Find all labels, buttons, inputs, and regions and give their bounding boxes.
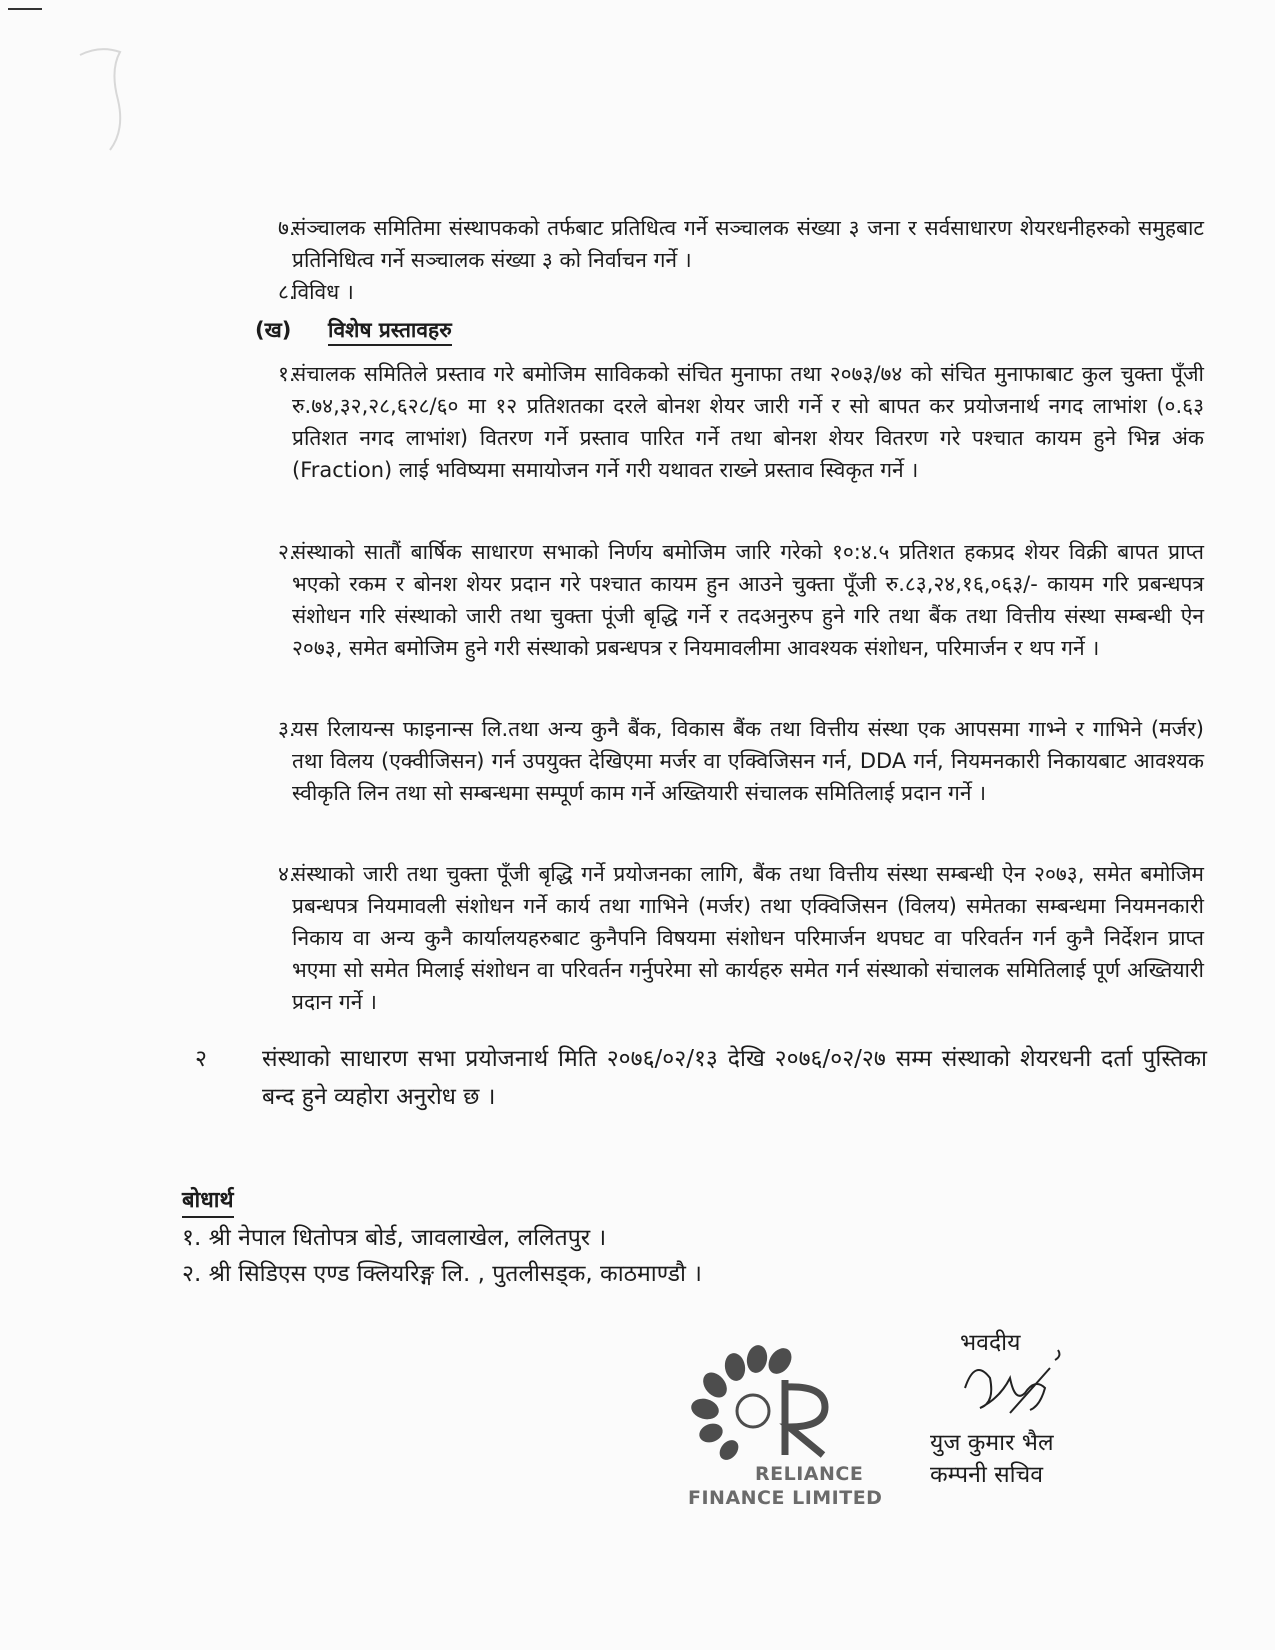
main-item-2-text: संस्थाको साधारण सभा प्रयोजनार्थ मिति २०७६/०२/१३ देखि २०७६/०२/२७ सम्म संस्थाको शेयरधनी दर्ता पुस्तिका बन्द हुने व्यहोरा अनुरोध छ । [262, 1046, 1207, 1110]
special-item-2-text: संस्थाको सातौं बार्षिक साधारण सभाको निर्णय बमोजिम जारि गरेको १०:४.५ प्रतिशत हकप्रद शेयर विक्री बापत प्राप्त भएको रकम र बोनश शेयर प्रदान गरे पश्चात कायम हुन आउने चुक्ता पूँजी रु.८३,२४,१६,०६३/- कायम गरि प्रबन्धपत्र संशोधन गरि संस्थाको जारी तथा चुक्ता पूंजी बृद्धि गर्ने र तदअनुरुप हुने गरि तथा बैंक तथा वित्तीय संस्था सम्बन्धी ऐन २०७३, समेत बमोजिम हुने गरी संस्थाको प्रबन्धपत्र र नियमावलीमा आवश्यक संशोधन, परिमार्जन र थप गर्ने । [292, 540, 1204, 660]
main-item-2-number: २ [195, 1046, 207, 1072]
special-item-4-number: ४. [278, 862, 296, 886]
handwritten-signature [950, 1348, 1070, 1428]
item-7-text: संञ्चालक समितिमा संस्थापकको तर्फबाट प्रतिधित्व गर्ने सञ्चालक संख्या ३ जना र सर्वसाधारण शेयरधनीहरुको समुहबाट प्रतिनिधित्व गर्ने सञ्चालक संख्या ३ को निर्वाचन गर्ने । [292, 216, 1204, 272]
special-item-1-text: संचालक समितिले प्रस्ताव गरे बमोजिम साविकको संचित मुनाफा तथा २०७३/७४ को संचित मुनाफाबाट कुल चुक्ता पूँजी रु.७४,३२,२८,६२८/६० मा १२ प्रतिशतका दरले बोनश शेयर जारी गर्ने र सो बापत कर प्रयोजनार्थ नगद लाभांश (०.६३ प्रतिशत नगद लाभांश) वितरण गर्ने प्रस्ताव पारित गर्ने तथा बोनश शेयर वितरण गरे पश्चात कायम हुने भिन्न अंक (Fraction) लाई भविष्यमा समायोजन गर्ने गरी यथावत राख्ने प्रस्ताव स्विकृत गर्ने । [292, 362, 1204, 482]
signer-name: युज कुमार भैल [930, 1430, 1054, 1456]
logo-text-line-2: FINANCE LIMITED [688, 1487, 883, 1509]
special-item-3-number: ३. [278, 717, 296, 741]
special-item-2-number: २. [278, 540, 296, 564]
cc-heading: बोधार्थ [182, 1186, 234, 1218]
cc-line-2: २. श्री सिडिएस एण्ड क्लियरिङ्ग लि. , पुतलीसड्क, काठमाण्डौ । [182, 1261, 702, 1287]
item-7-number: ७. [278, 216, 296, 240]
special-item-4-text: संस्थाको जारी तथा चुक्ता पूँजी बृद्धि गर्ने प्रयोजनका लागि, बैंक तथा वित्तीय संस्था सम्बन्धी ऐन २०७३, समेत बमोजिम प्रबन्धपत्र नियमावली संशोधन गर्ने कार्य तथा गाभिने (मर्जर) तथा एक्विजिसन (विलय) समेतका सम्बन्धमा नियमनकारी निकाय वा अन्य कुनै कार्यालयहरुबाट कुनैपनि विषयमा संशोधन परिमार्जन थपघट वा परिवर्तन गर्न कुनै निर्देशन प्राप्त भएमा सो समेत मिलाई संशोधन वा परिवर्तन गर्नुपरेमा सो कार्यहरु समेत गर्न संस्थाको संचालक समितिलाई पूर्ण अख्तियारी प्रदान गर्ने । [292, 862, 1204, 1014]
scan-corner-mark [8, 8, 42, 10]
scan-artifact [70, 40, 140, 160]
special-item-3-text: यस रिलायन्स फाइनान्स लि.तथा अन्य कुनै बैंक, विकास बैंक तथा वित्तीय संस्था एक आपसमा गाभ्ने र गाभिने (मर्जर) तथा विलय (एक्वीजिसन) गर्न उपयुक्त देखिएमा मर्जर वा एक्विजिसन गर्न, DDA गर्न, नियमनकारी निकायबाट आवश्यक स्वीकृति लिन तथा सो सम्बन्धमा सम्पूर्ण काम गर्ने अख्तियारी संचालक समितिलाई प्रदान गर्ने । [292, 717, 1204, 805]
section-b-marker: (ख) [255, 318, 292, 342]
special-item-1-number: १. [278, 362, 296, 386]
cc-line-1: १. श्री नेपाल धितोपत्र बोर्ड, जावलाखेल, ललितपुर । [182, 1225, 607, 1251]
closing-salutation: भवदीय [960, 1330, 1021, 1356]
section-b-heading: विशेष प्रस्तावहरु [328, 316, 452, 346]
item-8-text: विविध । [292, 280, 354, 304]
logo-text-line-1: RELIANCE [755, 1463, 864, 1485]
signer-title: कम्पनी सचिव [930, 1462, 1043, 1488]
item-8-number: ८. [278, 280, 296, 304]
